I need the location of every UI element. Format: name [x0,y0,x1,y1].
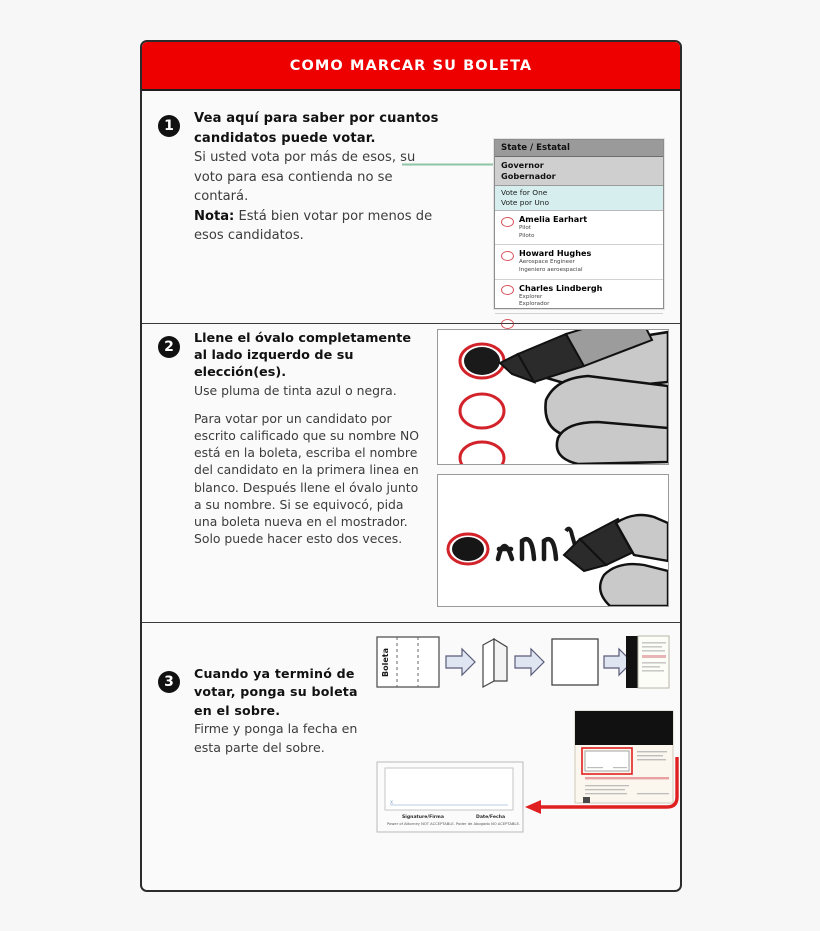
fold-sequence-diagram [376,631,671,693]
ballot-office [495,157,663,186]
step-2-text [194,330,426,547]
ballot-instruction [495,186,663,211]
step-3-number: 3 [158,671,180,693]
candidate-name: Howard Hughes [519,248,592,259]
fill-oval-illustration [437,329,669,465]
step-3-panel [142,622,680,892]
date-label: Date/Fecha [476,815,506,820]
step-1-note-body: Está bien votar por menos de esos candidatos. [194,208,433,243]
candidate-occupation-en: Aerospace Engineer [519,259,575,266]
step-2-body: Use pluma de tinta azul o negra. [194,382,397,398]
step-1-note [194,207,444,246]
candidate-name: Charles Lindbergh [519,282,603,293]
step-1-text [194,109,444,246]
step-3-lead: Cuando ya terminó de votar, ponga su boleta en el sobre. [194,666,358,718]
ballot-section-header: State / Estatal [495,140,663,157]
candidate-occupation-en: Explorer [519,293,543,300]
instruction-sheet [140,40,682,892]
signature-label: Signature/Firma [402,815,444,820]
fold-ballot-label: Boleta [381,648,390,677]
red-callout-connector [517,753,682,838]
poa-disclaimer: Power of Attorney NOT ACCEPTABLE. Poder de Abogado NO ACEPTABLE. [387,822,520,826]
ballot-candidate-row[interactable] [495,245,663,279]
svg-text:X: X [390,801,394,806]
candidate-occupation-es: Piloto [519,232,535,239]
ballot-office-en: Governor [501,160,544,170]
step-1-lead: Vea aquí para saber por cuantos candidatos puede votar. [194,111,439,146]
ballot-candidate-row[interactable] [495,211,663,245]
candidate-occupation-es: Explorador [519,301,550,308]
ballot-oval-icon[interactable] [501,217,514,227]
step-1-number: 1 [158,115,180,137]
sample-ballot [494,139,664,309]
step-3-body: Firme y ponga la fecha en esta parte del sobre. [194,721,358,755]
ballot-oval-icon[interactable] [501,251,514,261]
step-2-body-2: Para votar por un candidato por escrito calificado que su nombre NO está en la boleta, escriba el nombre del candidato en la primera linea en blanco. Después llene el óvalo junto a su nombre. Si se equivocó, pida una boleta nueva en el mostrador. Solo puede hacer esto dos veces. [194,410,419,547]
step-1-panel [142,91,680,323]
ballot-office-es: Gobernador [501,170,556,181]
step-1-body: Si usted vota por más de esos, su voto para esa contienda no se contará. [194,150,416,204]
write-in-illustration [437,474,669,607]
step-2-lead: Llene el óvalo completamente al lado izquerdo de su elección(es). [194,331,411,381]
step-2-panel [142,323,680,622]
candidate-name: Amelia Earhart [519,214,588,225]
ballot-instruction-es: Vote por Uno [501,197,550,207]
ballot-instruction-en: Vote for One [501,188,548,197]
step-2-number: 2 [158,336,180,358]
ballot-candidate-row[interactable] [495,280,663,314]
sheet-header [142,42,680,91]
signature-area-illustration [376,761,524,833]
step-1-note-label: Nota: [194,208,235,224]
page-title: COMO MARCAR SU BOLETA [289,57,533,74]
candidate-occupation-en: Pilot [519,225,531,232]
candidate-occupation-es: Ingeniero aeroespacial [519,266,583,273]
step-3-text [194,665,372,757]
ballot-oval-icon[interactable] [501,285,514,295]
